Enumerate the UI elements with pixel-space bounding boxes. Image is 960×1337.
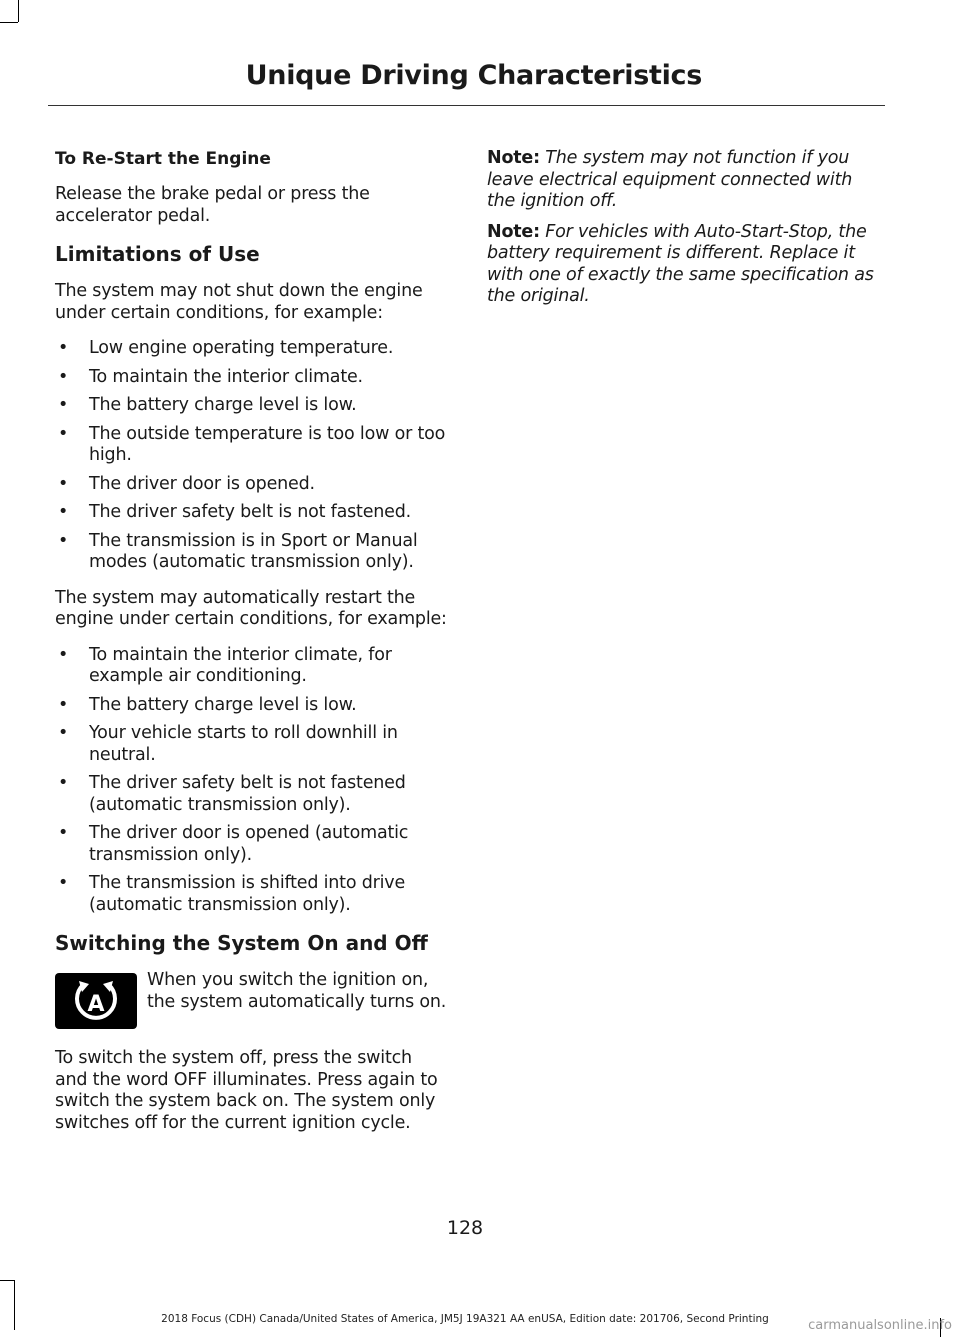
list-item: • The driver door is opened (automatic transmission only). [58,823,409,865]
crop-mark-top-left-v [18,0,19,22]
list-item: • The driver safety belt is not fastened. [58,502,411,522]
left-column [55,148,448,1148]
switching-icon-text: When you switch the ignition on, the system automatically turns on. [147,970,447,1012]
crop-mark-top-left-h [0,22,18,23]
restart-text: Release the brake pedal or press the accelerator pedal. [55,184,370,226]
right-column [487,148,880,317]
footer-edition-text: 2018 Focus (CDH) Canada/United States of America, JM5J 19A321 AA enUSA, Edition date: 201706, Second Printing [161,1313,769,1325]
shutdown-conditions-list [55,338,448,574]
auto-start-stop-icon [55,973,137,1029]
restart-conditions-intro: The system may automatically restart the engine under certain conditions, for example: [55,587,447,629]
list-item: • The battery charge level is low. [58,395,357,415]
list-item: • The driver safety belt is not fastened (automatic transmission only). [58,773,406,815]
list-item: • The transmission is shifted into drive (automatic transmission only). [58,873,406,915]
limitations-intro: The system may not shut down the engine under certain conditions, for example: [55,281,423,323]
restart-heading: To Re-Start the Engine [55,149,271,169]
list-item: • The transmission is in Sport or Manual modes (automatic transmission only). [58,530,418,572]
restart-conditions-list [55,645,448,917]
list-item: • To maintain the interior climate. [58,366,363,387]
limitations-heading: Limitations of Use [55,242,260,266]
list-item: • To maintain the interior climate, for example air conditioning. [58,644,392,686]
svg-text:A: A [87,992,105,1017]
note-battery: Note: For vehicles with Auto-Start-Stop, the battery requirement is different. Replace it with one of exactly the same specification as the original. [487,221,874,306]
watermark: carmanualsonline.info [808,1318,952,1333]
crop-mark-bottom-left-h [0,1280,14,1281]
list-item: • The battery charge level is low. [58,694,357,715]
header-divider [48,105,885,106]
note-electrical: Note: The system may not function if you leave electrical equipment connected with the ignition off. [487,148,853,211]
switching-heading: Switching the System On and Off [55,931,428,955]
page-title: Unique Driving Characteristics [245,60,702,91]
list-item: • Your vehicle starts to roll downhill in neutral. [58,723,398,765]
switching-icon-row [55,970,448,1032]
list-item: • Low engine operating temperature. [58,338,394,358]
page-number: 128 [446,1217,484,1239]
list-item: • The outside temperature is too low or too high. [58,423,446,465]
switching-text: To switch the system off, press the switch and the word OFF illuminates. Press again to switch the system back on. The system only switches off for the current ignition cycle. [55,1048,438,1133]
list-item: • The driver door is opened. [58,473,315,494]
